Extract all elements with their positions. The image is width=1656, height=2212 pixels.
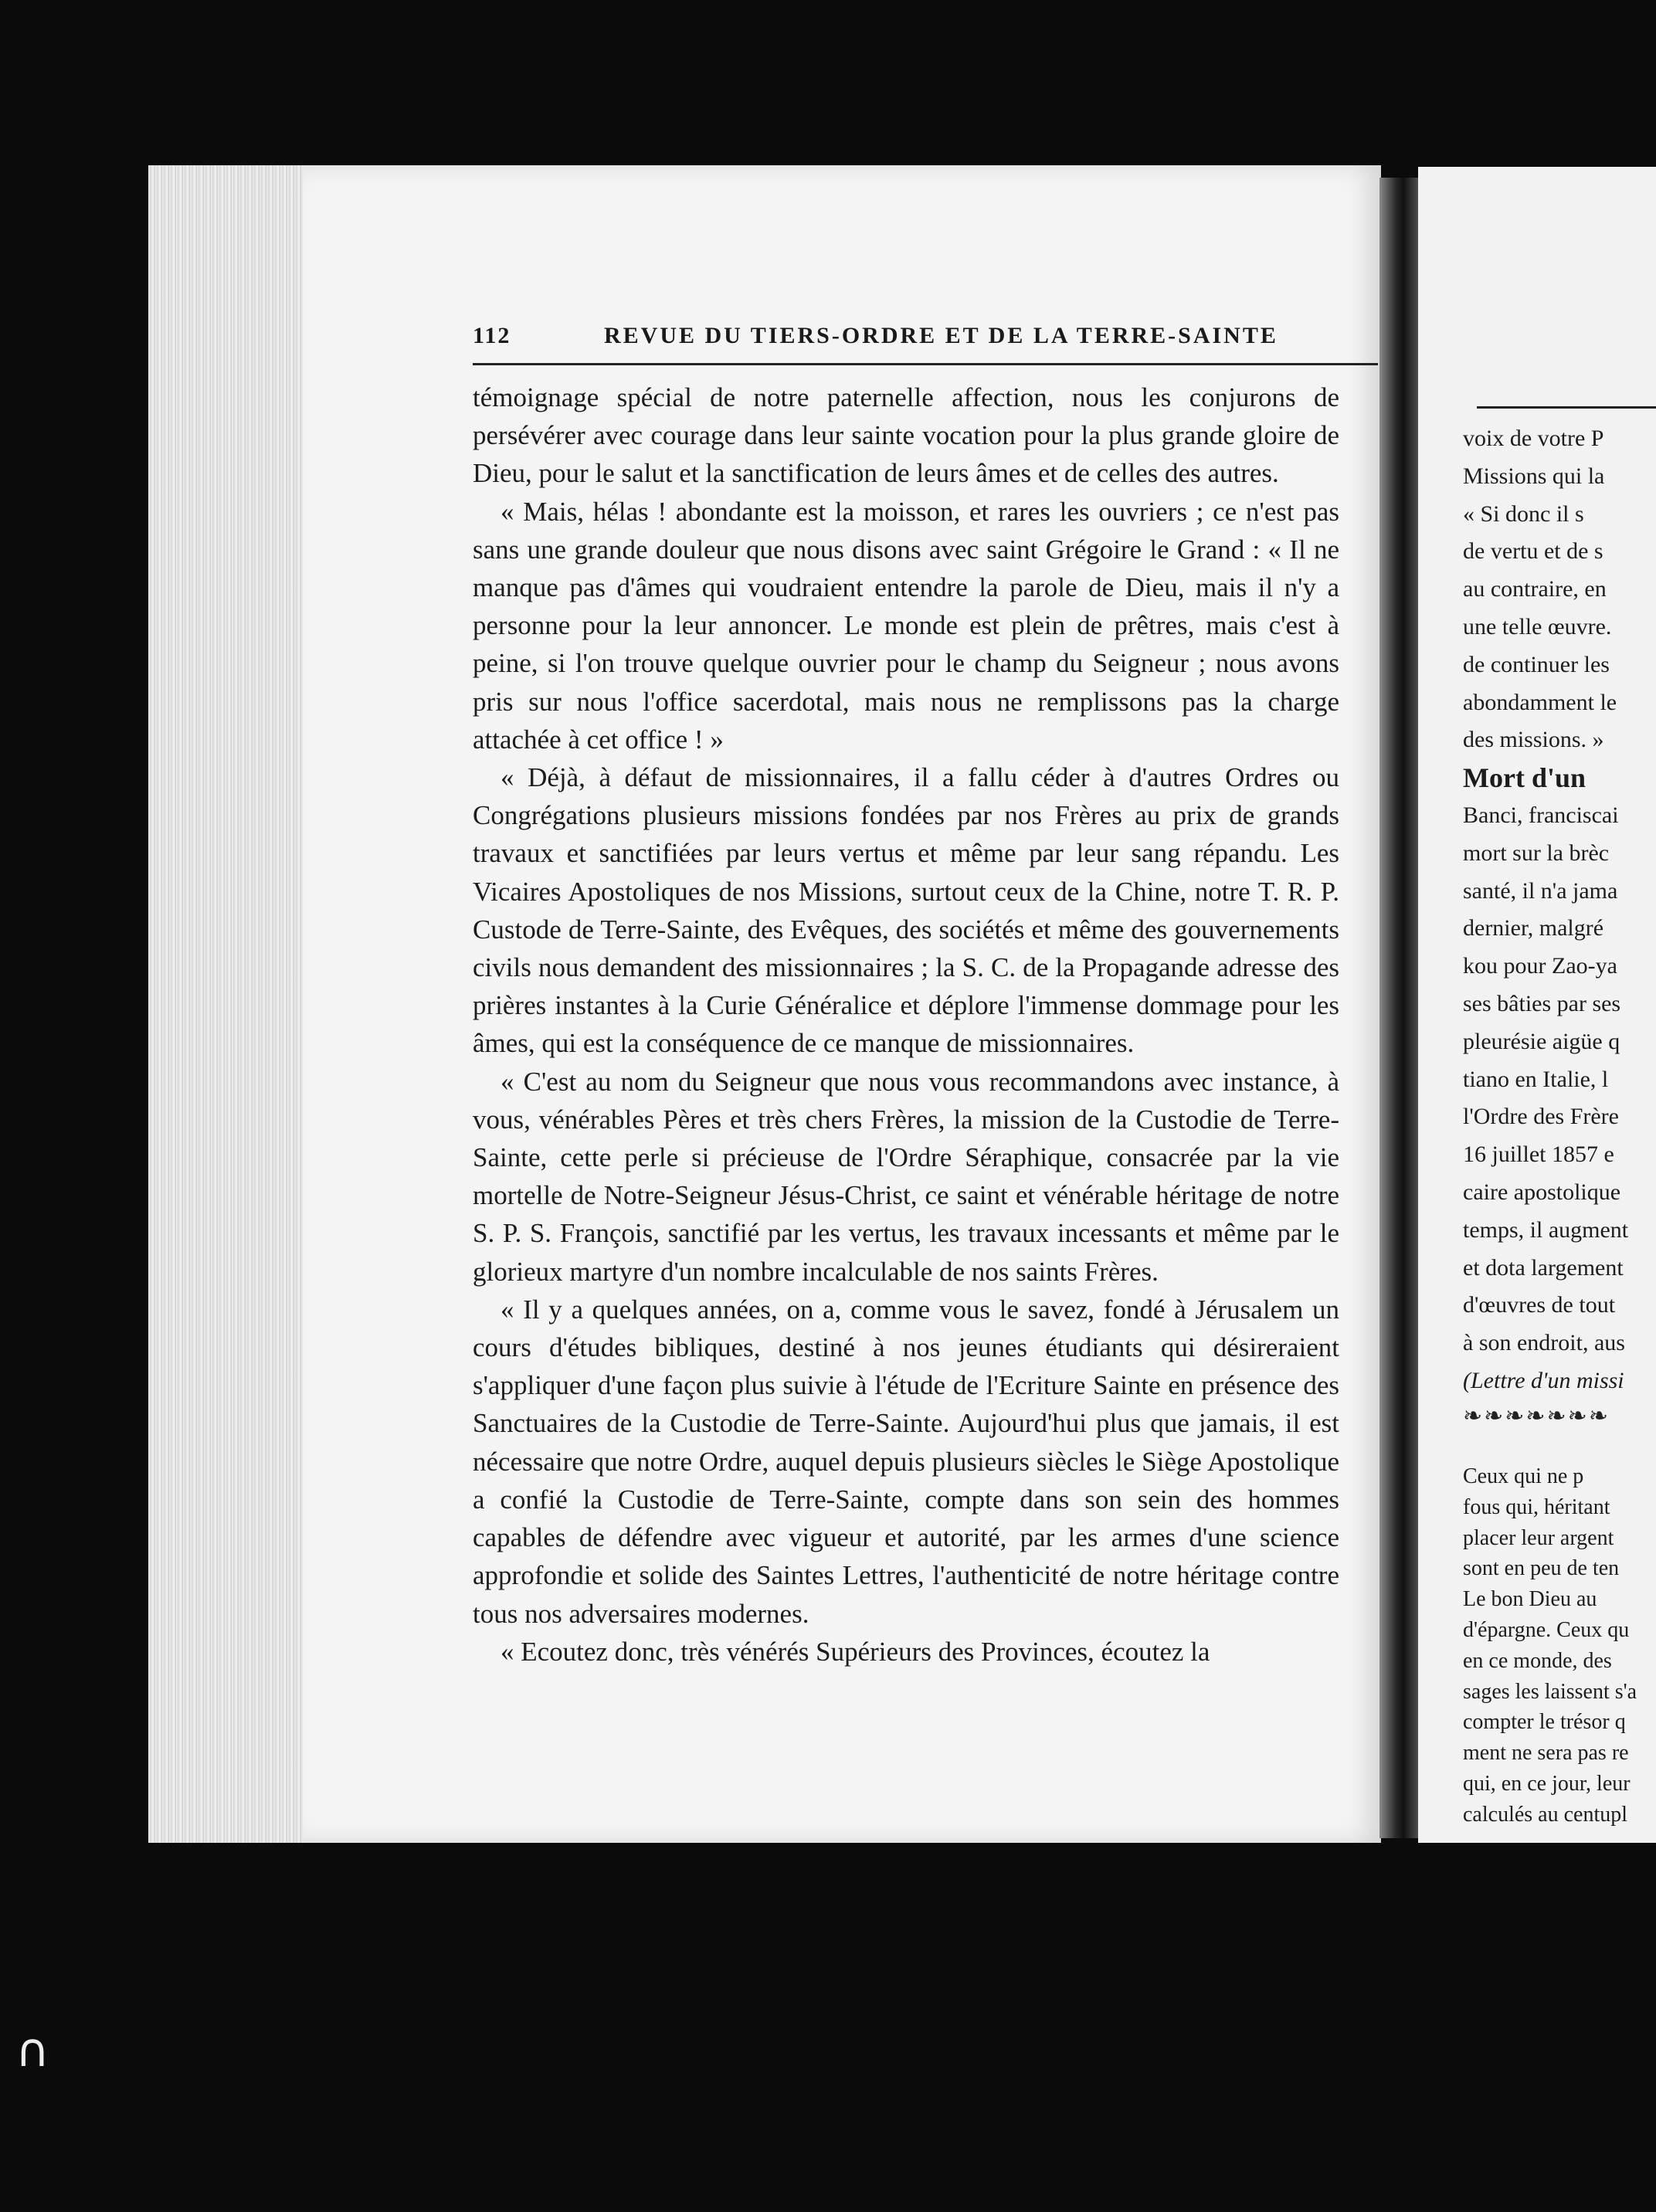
- paragraph-3: « Déjà, à défaut de missionnaires, il a fallu céder à d'autres Ordres ou Congrégations plusieurs missions fondées par nos Frères au prix de grands travaux et sanctifiées par leurs vertus et même par leur sang répandu. Les Vicaires Apostoliques de nos Missions, surtout ceux de la Chine, notre T. R. P. Custode de Terre-Sainte, des Evêques, des sociétés et même des gouvernements civils nous demandent des missionnaires ; la S. C. de la Propagande adresse des prières instantes à la Curie Généralice et déplore l'immense dommage pour les âmes, qui est la conséquence de ce manque de missionnaires.: [473, 762, 1339, 1059]
- small-line: en ce monde, des: [1463, 1648, 1612, 1673]
- right-line: temps, il augment: [1463, 1216, 1629, 1243]
- right-line: à son endroit, aus: [1463, 1330, 1625, 1356]
- section-heading: Mort d'un: [1463, 762, 1586, 794]
- right-line: Banci, franciscai: [1463, 802, 1619, 828]
- right-line: une telle œuvre.: [1463, 613, 1612, 640]
- right-line: l'Ordre des Frère: [1463, 1104, 1619, 1130]
- right-page-rule: [1477, 406, 1656, 409]
- right-page-small-text: [1463, 1461, 1656, 1830]
- right-line: de continuer les: [1463, 651, 1610, 677]
- right-line: 16 juillet 1857 e: [1463, 1142, 1614, 1168]
- right-page-text: [1463, 420, 1656, 1400]
- right-line: des missions. »: [1463, 727, 1604, 753]
- page-number: 112: [473, 323, 511, 348]
- book-gutter: [1379, 178, 1420, 1838]
- right-line: de vertu et de s: [1463, 538, 1603, 565]
- right-line: santé, il n'a jama: [1463, 877, 1618, 904]
- small-line: sages les laissent s'a: [1463, 1679, 1637, 1704]
- right-line: dernier, malgré: [1463, 915, 1604, 941]
- small-line: ment ne sera pas re: [1463, 1741, 1629, 1766]
- right-line: abondamment le: [1463, 689, 1617, 715]
- paragraph-6: « Ecoutez donc, très vénérés Supérieurs des Provinces, écoutez la: [501, 1636, 1210, 1667]
- right-line: kou pour Zao-ya: [1463, 953, 1617, 979]
- small-line: placer leur argent: [1463, 1525, 1614, 1550]
- paragraph-2: « Mais, hélas ! abondante est la moisson, et rares les ouvriers ; ce n'est pas sans une grande douleur que nous disons avec saint Grégoire le Grand : « Il ne manque pas d'âmes qui voudraient entendre la parole de Dieu, mais il n'y a personne pour la leur annoncer. Le monde est plein de prêtres, mais c'est à peine, si l'on trouve quelque ouvrier pour le champ du Seigneur ; nous avons pris sur nous l'office sacerdotal, mais nous ne remplissons pas la charge attachée à cet office ! »: [473, 496, 1339, 755]
- scan-mark: ∩: [15, 2024, 49, 2078]
- right-line: caire apostolique: [1463, 1179, 1621, 1205]
- small-line: compter le trésor q: [1463, 1710, 1626, 1735]
- paragraph-5: « Il y a quelques années, on a, comme vous le savez, fondé à Jérusalem un cours d'études bibliques, destiné à nos jeunes étudiants qui désireraient s'appliquer d'une façon plus suivie à l'étude de l'Ecriture Sainte en présence des Sanctuaires de la Custodie de Terre-Sainte. Aujourd'hui plus que jamais, il est nécessaire que notre Ordre, auquel depuis plusieurs siècles le Siège Apostolique a confié la Custodie de Terre-Sainte, compte dans son sein des hommes capables de défendre avec vigueur et autorité, par les armes d'une science approfondie et solide des Saintes Lettres, l'authenticité de notre héritage contre tous nos adversaires modernes.: [473, 1294, 1339, 1629]
- small-line: calculés au centupl: [1463, 1802, 1628, 1827]
- right-page: [1418, 167, 1656, 1843]
- right-line: au contraire, en: [1463, 576, 1607, 602]
- right-line: d'œuvres de tout: [1463, 1292, 1616, 1318]
- right-line: tiano en Italie, l: [1463, 1066, 1609, 1092]
- small-line: qui, en ce jour, leur: [1463, 1771, 1631, 1796]
- source-citation: (Lettre d'un missi: [1463, 1367, 1624, 1393]
- right-line: « Si donc il s: [1463, 500, 1584, 527]
- small-line: Le bon Dieu au: [1463, 1587, 1597, 1612]
- small-line: d'épargne. Ceux qu: [1463, 1617, 1630, 1642]
- paragraph-1: témoignage spécial de notre paternelle affection, nous les conjurons de persévérer avec courage dans leur sainte vocation pour la plus grande gloire de Dieu, pour le salut et la sanctification de leurs âmes et de celles des autres.: [473, 382, 1339, 489]
- right-line: et dota largement: [1463, 1254, 1624, 1281]
- right-line: pleurésie aigüe q: [1463, 1028, 1620, 1054]
- small-line: Ceux qui ne p: [1463, 1464, 1584, 1488]
- right-line: Missions qui la: [1463, 463, 1605, 489]
- header-rule: [473, 363, 1378, 365]
- page-edges: [148, 165, 310, 1843]
- small-line: sont en peu de ten: [1463, 1556, 1620, 1581]
- right-line: voix de votre P: [1463, 426, 1604, 451]
- running-head: [473, 317, 1378, 363]
- paragraph-4: « C'est au nom du Seigneur que nous vous recommandons avec instance, à vous, vénérables Pères et très chers Frères, la mission de la Custodie de Terre-Sainte, cette perle si précieuse de l'Ordre Séraphique, consacrée par la vie mortelle de Notre-Seigneur Jésus-Christ, ce saint et vénérable héritage de notre S. P. S. François, sanctifié par les vertus, les travaux incessants et même par le glorieux martyre d'un nombre incalculable de nos saints Frères.: [473, 1066, 1339, 1287]
- right-line: mort sur la brèc: [1463, 840, 1610, 866]
- body-text: [473, 378, 1339, 1671]
- small-line: fous qui, héritant: [1463, 1494, 1610, 1519]
- running-head-title: REVUE DU TIERS-ORDRE ET DE LA TERRE-SAINTE: [604, 323, 1278, 348]
- ornament-divider: ❧❧❧❧❧❧❧: [1463, 1403, 1610, 1429]
- right-line: ses bâties par ses: [1463, 990, 1621, 1016]
